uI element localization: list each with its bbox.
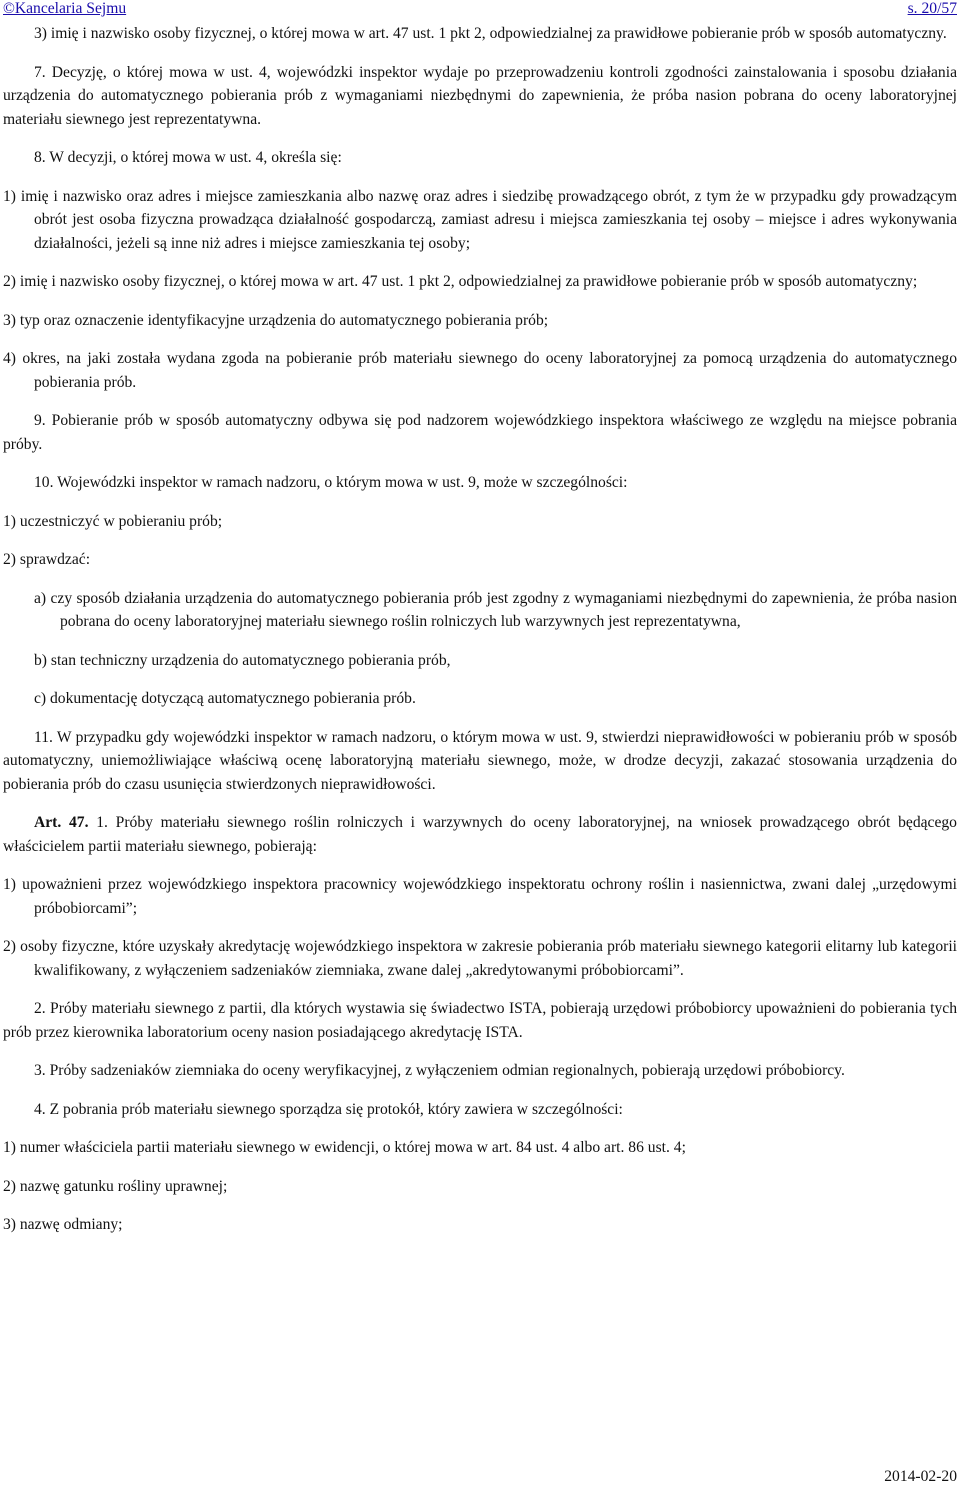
paragraph: 7. Decyzję, o której mowa w ust. 4, wojewódzki inspektor wydaje po przeprowadzeniu kontroli zgodności zainstalowania i sposobu działania urządzenia do automatycznego pobierania prób z wymaganiami niezbędnymi do zapewnienia, że próba nasion pobrana do oceny laboratoryjnej materiału siewnego jest reprezentatywna. [3, 63, 957, 128]
article-text: 1. Próby materiału siewnego roślin rolniczych i warzywnych do oceny laboratoryjnej, na wniosek prowadzącego obrót będącego właścicielem partii materiału siewnego, pobierają: [3, 814, 957, 855]
list-item: 4) okres, na jaki została wydana zgoda na pobieranie prób materiału siewnego do oceny laboratoryjnej za pomocą urządzenia do automatycznego pobierania prób. [3, 350, 957, 391]
page-number-link[interactable]: s. 20/57 [907, 0, 957, 17]
list-item: 1) imię i nazwisko oraz adres i miejsce zamieszkania albo nazwę oraz adres i siedzibę prowadzącego obrót, z tym że w przypadku gdy prowadzącym obrót jest osoba fizyczna prowadząca działalność gospodarczą, zamiast adresu i miejsca zamieszkania tej osoby – miejsce i adres wykonywania działalności, jeżeli są inne niż adres i miejsce zamieszkania tej osoby; [3, 187, 957, 252]
publisher-link[interactable]: ©Kancelaria Sejmu [3, 0, 127, 17]
paragraph: 9. Pobieranie prób w sposób automatyczny odbywa się pod nadzorem wojewódzkiego inspektora właściwego ze względu na miejsce pobrania próby. [3, 412, 957, 453]
page-date: 2014-02-20 [884, 1468, 957, 1485]
sub-list-item: b) stan techniczny urządzenia do automatycznego pobierania prób, [34, 651, 451, 669]
document-body [3, 22, 957, 1237]
list-item: 2) imię i nazwisko osoby fizycznej, o której mowa w art. 47 ust. 1 pkt 2, odpowiedzialnej za prawidłowe pobieranie prób w sposób automatyczny; [3, 273, 918, 290]
list-item: 2) nazwę gatunku rośliny uprawnej; [3, 1177, 228, 1195]
page-header [0, 0, 960, 22]
article-paragraph [3, 811, 957, 858]
paragraph: 3. Próby sadzeniaków ziemniaka do oceny weryfikacyjnej, z wyłączeniem odmian regionalnych, pobierają urzędowi próbobiorcy. [34, 1062, 845, 1079]
list-item: 2) osoby fizyczne, które uzyskały akredytację wojewódzkiego inspektora w zakresie pobierania prób materiału siewnego kategorii elitarny lub kategorii kwalifikowany, z wyłączeniem sadzeniaków ziemniaka, zwane dalej „akredytowanymi próbobiorcami”. [3, 938, 957, 979]
list-item: 2) sprawdzać: [3, 551, 91, 568]
paragraph: 10. Wojewódzki inspektor w ramach nadzoru, o którym mowa w ust. 9, może w szczególności: [34, 474, 628, 491]
sub-list-item: a) czy sposób działania urządzenia do automatycznego pobierania prób jest zgodny z wymaganiami niezbędnymi do zapewnienia, że próba nasion pobrana do oceny laboratoryjnej materiału siewnego roślin rolniczych lub warzywnych jest reprezentatywna, [34, 589, 957, 630]
paragraph: 11. W przypadku gdy wojewódzki inspektor w ramach nadzoru, o którym mowa w ust. 9, stwierdzi nieprawidłowości w pobieraniu prób w sposób automatyczny, uniemożliwiające właściwą ocenę laboratoryjną materiału siewnego, może, w drodze decyzji, zakazać stosowania urządzenia do pobierania prób do czasu usunięcia stwierdzonych nieprawidłowości. [3, 728, 957, 793]
paragraph: 4. Z pobrania prób materiału siewnego sporządza się protokół, który zawiera w szczególności: [34, 1100, 623, 1118]
article-heading: Art. 47. [34, 814, 89, 831]
sub-list-item: c) dokumentację dotyczącą automatycznego pobierania prób. [34, 690, 416, 707]
list-item: 3) imię i nazwisko osoby fizycznej, o której mowa w art. 47 ust. 1 pkt 2, odpowiedzialnej za prawidłowe pobieranie prób w sposób automatyczny. [34, 25, 947, 42]
list-item: 1) upoważnieni przez wojewódzkiego inspektora pracownicy wojewódzkiego inspektoratu ochrony roślin i nasiennictwa, zwani dalej „urzędowymi próbobiorcami”; [3, 876, 957, 917]
list-item: 3) nazwę odmiany; [3, 1216, 123, 1233]
paragraph: 8. W decyzji, o której mowa w ust. 4, określa się: [34, 149, 342, 166]
list-item: 1) uczestniczyć w pobieraniu prób; [3, 512, 223, 530]
list-item: 1) numer właściciela partii materiału siewnego w ewidencji, o której mowa w art. 84 ust. 4 albo art. 86 ust. 4; [3, 1139, 686, 1156]
paragraph: 2. Próby materiału siewnego z partii, dla których wystawia się świadectwo ISTA, pobierają urzędowi próbobiorcy upoważnieni do pobierania tych prób przez kierownika laboratorium oceny nasion posiadającego akredytację ISTA. [3, 1000, 957, 1041]
list-item: 3) typ oraz oznaczenie identyfikacyjne urządzenia do automatycznego pobierania prób; [3, 311, 549, 329]
